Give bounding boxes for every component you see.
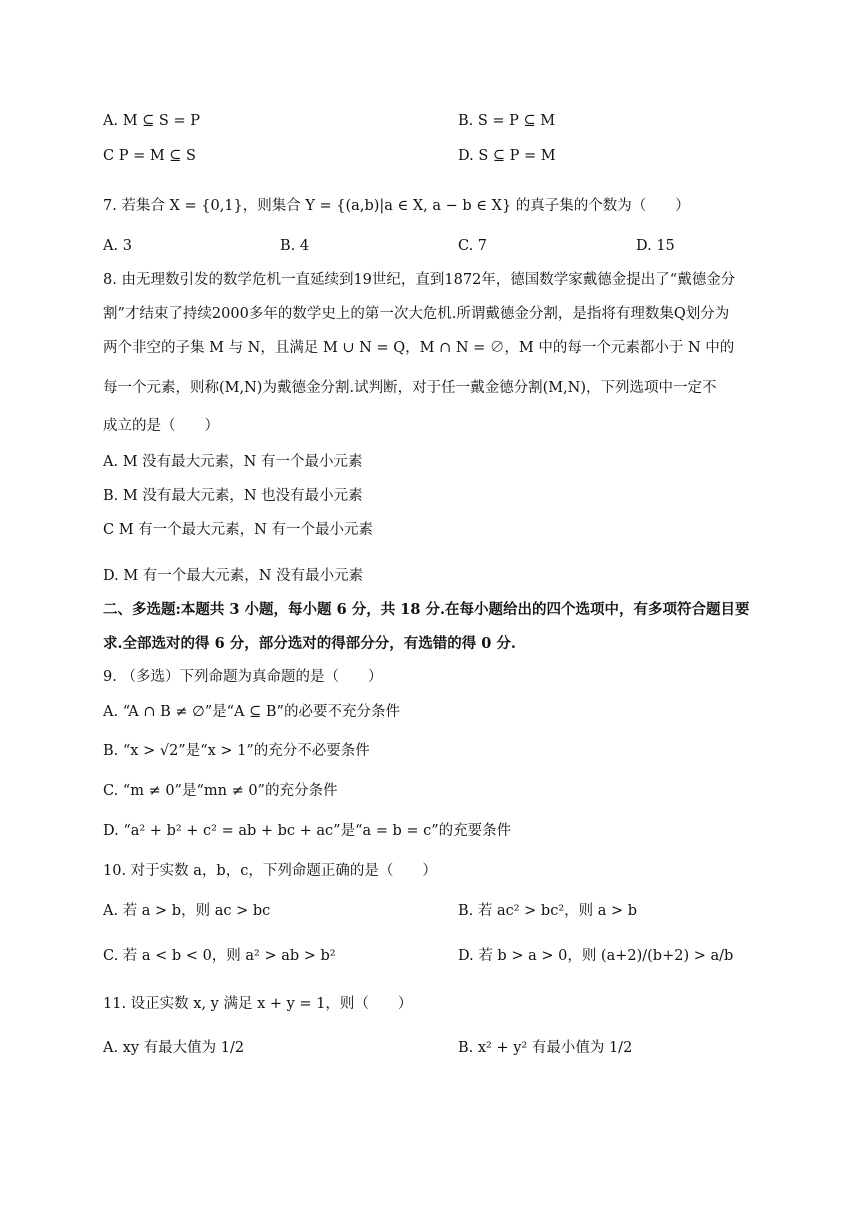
- q11-option-a: A. xy 有最大值为 1/2: [103, 1040, 245, 1056]
- section-2-heading-line-1: 二、多选题:本题共 3 小题，每小题 6 分，共 18 分.在每小题给出的四个选项中，有多项符合题目要: [103, 601, 750, 618]
- q10-stem: 10. 对于实数 a，b，c，下列命题正确的是（ ）: [103, 863, 437, 879]
- section-2-heading-line-2: 求.全部选对的得 6 分，部分选对的得部分分，有选错的得 0 分.: [103, 635, 516, 652]
- q8-line-2: 割”才结束了持续2000多年的数学史上的第一次大危机.所谓戴德金分割，是指将有理数集Q划分为: [103, 306, 730, 322]
- q10-option-d: D. 若 b > a > 0，则 (a+2)/(b+2) > a/b: [458, 948, 734, 964]
- q7-option-c: C. 7: [458, 238, 488, 254]
- q10-option-b: B. 若 ac² > bc²，则 a > b: [458, 903, 638, 919]
- q9-stem: 9. （多选）下列命题为真命题的是（ ）: [103, 669, 383, 685]
- q8-option-a: A. M 没有最大元素，N 有一个最小元素: [103, 454, 363, 470]
- q6-option-b: B. S = P ⊆ M: [458, 113, 556, 129]
- q9-option-c: C. “m ≠ 0”是“mn ≠ 0”的充分条件: [103, 783, 338, 799]
- q8-option-b: B. M 没有最大元素，N 也没有最小元素: [103, 488, 363, 504]
- q6-option-a: A. M ⊆ S = P: [103, 113, 200, 129]
- q8-line-1: 8. 由无理数引发的数学危机一直延续到19世纪，直到1872年，德国数学家戴德金提出了“戴德金分: [103, 272, 736, 288]
- q11-option-b: B. x² + y² 有最小值为 1/2: [458, 1040, 633, 1056]
- q7-option-a: A. 3: [103, 238, 132, 254]
- q6-option-d: D. S ⊆ P = M: [458, 148, 556, 164]
- q7-stem: 7. 若集合 X = {0,1}，则集合 Y = {(a,b)|a ∈ X, a − b ∈ X} 的真子集的个数为（ ）: [103, 198, 690, 214]
- q8-line-5: 成立的是（ ）: [103, 418, 219, 434]
- q9-option-b: B. “x > √2”是“x > 1”的充分不必要条件: [103, 743, 370, 759]
- q9-option-a: A. “A ∩ B ≠ ∅”是“A ⊆ B”的必要不充分条件: [103, 704, 400, 720]
- q10-option-a: A. 若 a > b，则 ac > bc: [103, 903, 271, 919]
- q11-stem: 11. 设正实数 x, y 满足 x + y = 1，则（ ）: [103, 996, 413, 1012]
- q9-option-d: D. “a² + b² + c² = ab + bc + ac”是“a = b = c”的充要条件: [103, 823, 512, 839]
- q8-option-d: D. M 有一个最大元素，N 没有最小元素: [103, 568, 364, 584]
- q8-option-c: C M 有一个最大元素，N 有一个最小元素: [103, 522, 373, 538]
- q10-option-c: C. 若 a < b < 0，则 a² > ab > b²: [103, 948, 336, 964]
- q7-option-b: B. 4: [280, 238, 310, 254]
- q8-line-3: 两个非空的子集 M 与 N，且满足 M ∪ N = Q，M ∩ N = ∅，M 中的每一个元素都小于 N 中的: [103, 340, 735, 356]
- q6-option-c: C P = M ⊆ S: [103, 148, 196, 164]
- q7-option-d: D. 15: [636, 238, 675, 254]
- q8-line-4: 每一个元素，则称(M,N)为戴德金分割.试判断，对于任一戴金德分割(M,N)，下列选项中一定不: [103, 380, 717, 396]
